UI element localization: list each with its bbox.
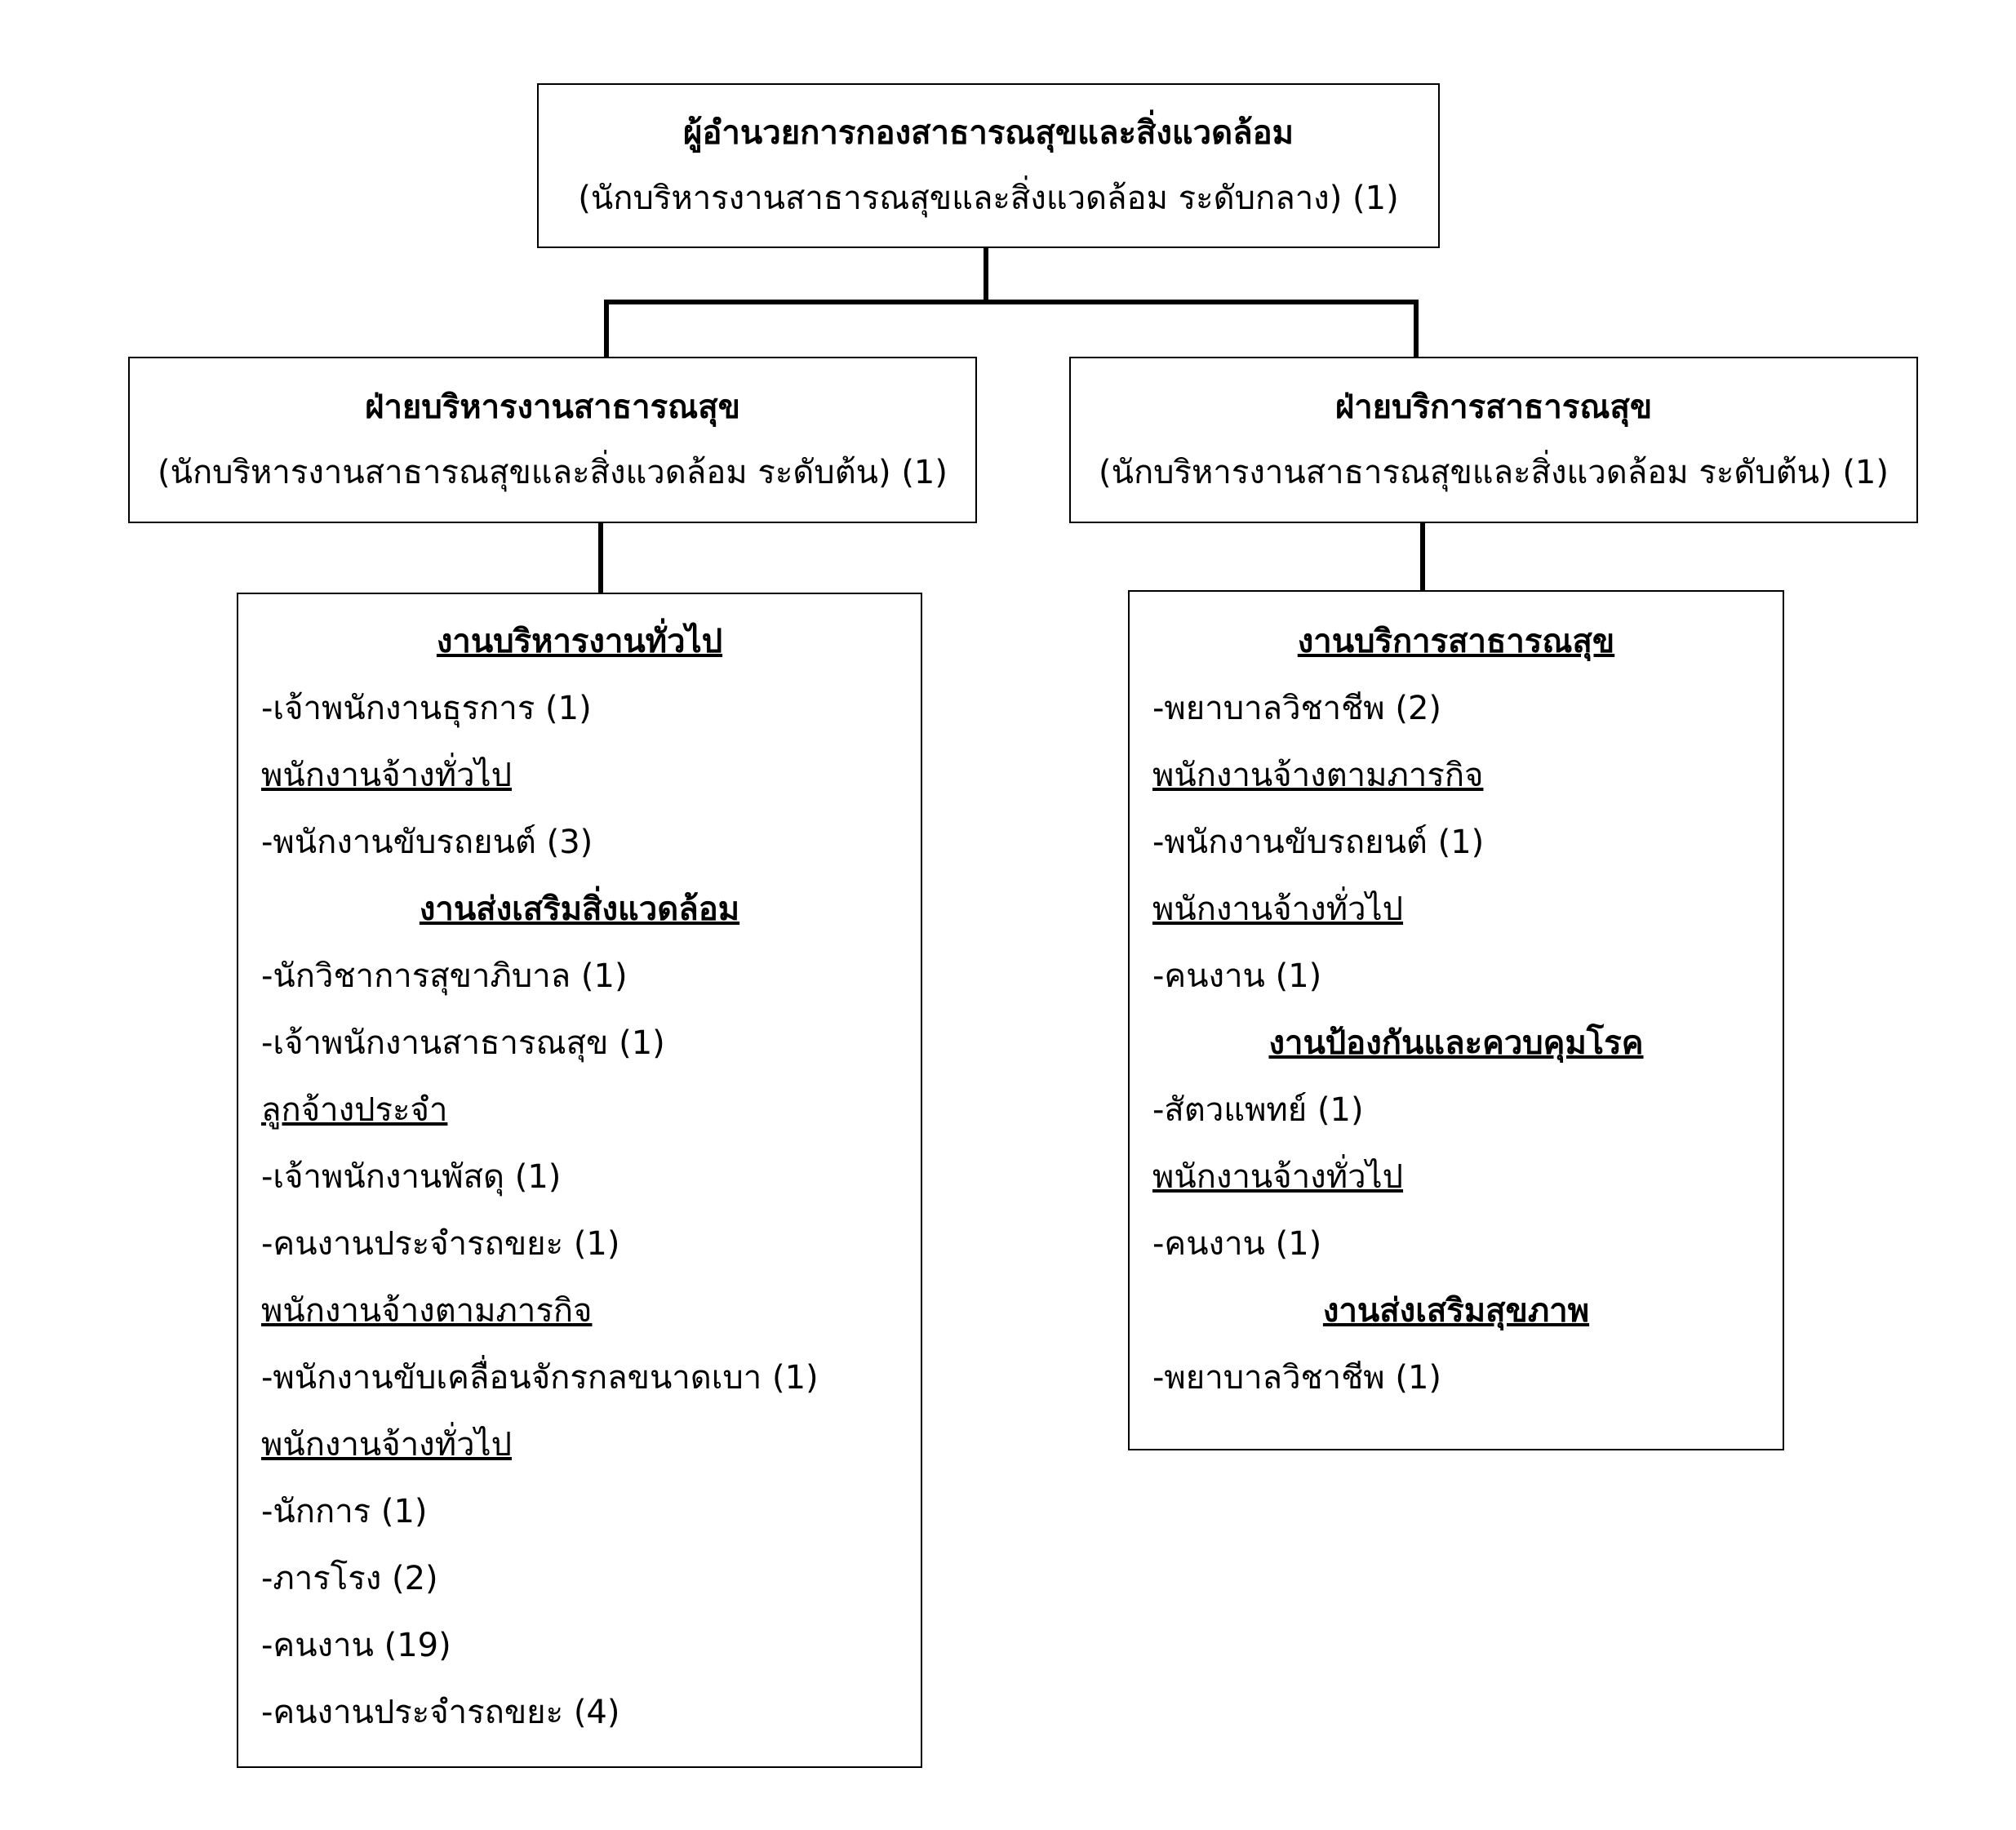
- list-item: -พยาบาลวิชาชีพ (2): [1152, 690, 1442, 727]
- list-item: -เจ้าพนักงานสาธารณสุข (1): [261, 1024, 665, 1062]
- employee-group-label: พนักงานจ้างตามภารกิจ: [261, 1292, 593, 1330]
- list-item: -คนงานประจำรถขยะ (1): [261, 1225, 620, 1263]
- left-division-title: ฝ่ายบริหารงานสาธารณสุข: [365, 389, 740, 426]
- list-item: -คนงานประจำรถขยะ (4): [261, 1694, 620, 1731]
- list-item: -นักวิชาการสุขาภิบาล (1): [261, 957, 628, 995]
- left-division-subtitle: (นักบริหารงานสาธารณสุขและสิ่งแวดล้อม ระดับต้น) (1): [158, 454, 948, 491]
- list-item: -พนักงานขับรถยนต์ (1): [1152, 824, 1485, 861]
- list-item: -คนงาน (1): [1152, 957, 1322, 995]
- director-title: ผู้อำนวยการกองสาธารณสุขและสิ่งแวดล้อม: [682, 114, 1294, 152]
- employee-group-label: ลูกจ้างประจำ: [261, 1091, 448, 1129]
- employee-group-label: พนักงานจ้างทั่วไป: [1152, 891, 1404, 928]
- connector-left-division: [604, 300, 609, 357]
- employee-group-label: พนักงานจ้างตามภารกิจ: [1152, 757, 1484, 794]
- list-item: -นักการ (1): [261, 1493, 428, 1530]
- list-item: -คนงาน (19): [261, 1627, 451, 1664]
- list-item: -เจ้าพนักงานธุรการ (1): [261, 690, 592, 727]
- director-box: [537, 83, 1440, 248]
- connector-left-units: [598, 523, 603, 593]
- connector-director-down: [984, 248, 988, 302]
- left-division-box: [128, 357, 977, 523]
- list-item: -พยาบาลวิชาชีพ (1): [1152, 1359, 1442, 1397]
- director-subtitle: (นักบริหารงานสาธารณสุขและสิ่งแวดล้อม ระดับกลาง) (1): [578, 180, 1399, 217]
- list-item: -เจ้าพนักงานพัสดุ (1): [261, 1158, 562, 1196]
- connector-right-units: [1420, 523, 1425, 590]
- section-heading: งานป้องกันและควบคุมโรค: [1268, 1024, 1644, 1062]
- right-division-box: [1069, 357, 1918, 523]
- list-item: -ภารโรง (2): [261, 1560, 438, 1597]
- section-heading: งานส่งเสริมสุขภาพ: [1322, 1292, 1590, 1330]
- list-item: -พนักงานขับเคลื่อนจักรกลขนาดเบา (1): [261, 1359, 819, 1397]
- employee-group-label: พนักงานจ้างทั่วไป: [1152, 1158, 1404, 1196]
- section-heading: งานส่งเสริมสิ่งแวดล้อม: [419, 891, 740, 928]
- list-item: -พนักงานขับรถยนต์ (3): [261, 824, 593, 861]
- connector-horizontal: [604, 300, 1419, 304]
- right-division-subtitle: (นักบริหารงานสาธารณสุขและสิ่งแวดล้อม ระดับต้น) (1): [1099, 454, 1889, 491]
- list-item: -คนงาน (1): [1152, 1225, 1322, 1263]
- section-heading: งานบริหารงานทั่วไป: [436, 623, 723, 660]
- list-item: -สัตวแพทย์ (1): [1152, 1091, 1364, 1129]
- employee-group-label: พนักงานจ้างทั่วไป: [261, 757, 513, 794]
- section-heading: งานบริการสาธารณสุข: [1297, 623, 1615, 660]
- connector-right-division: [1414, 300, 1419, 357]
- right-division-title: ฝ่ายบริการสาธารณสุข: [1334, 389, 1653, 426]
- employee-group-label: พนักงานจ้างทั่วไป: [261, 1426, 513, 1464]
